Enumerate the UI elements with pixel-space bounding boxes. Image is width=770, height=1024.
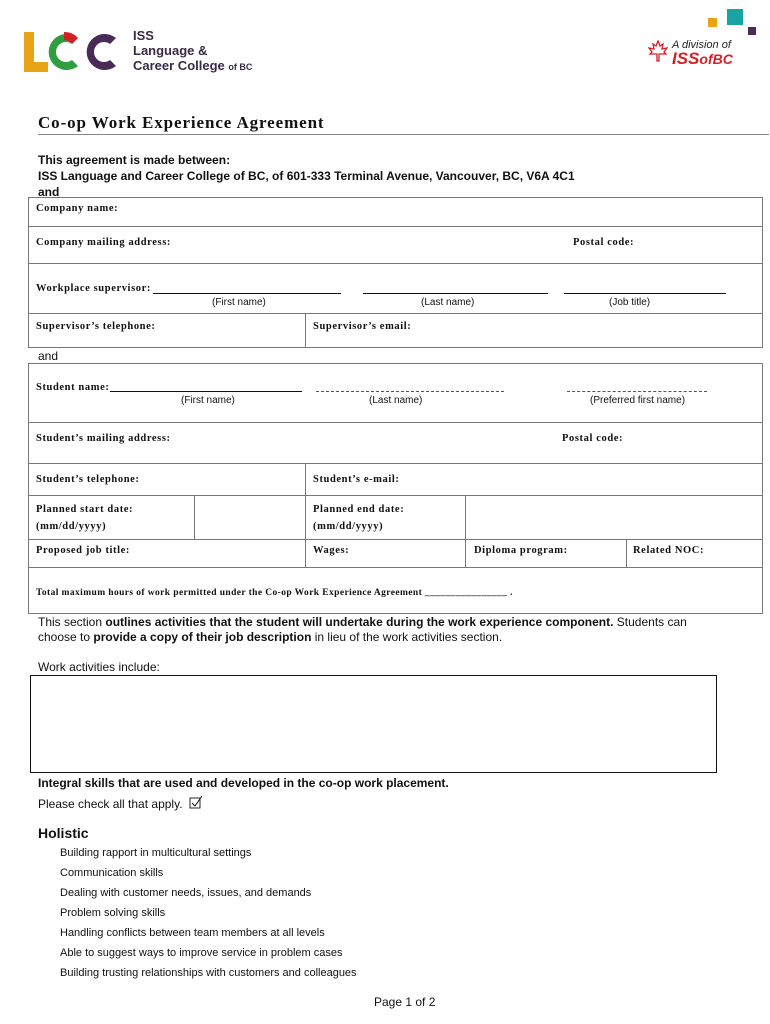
student-email-label: Student’s e-mail: [313,474,400,485]
end-date-format: (mm/dd/yyyy) [313,521,384,532]
lcc-logo-mark [20,28,120,74]
checkbox-check-icon [189,795,203,809]
student-last-name-caption: (Last name) [369,395,423,406]
section-p2-b: provide a copy of their job description [93,630,312,644]
student-col-divider [305,463,306,567]
skills-instruction [38,795,203,811]
section-p2-a: choose to [38,630,94,644]
division-logo [646,38,746,70]
section-p1-c: Students can [613,615,687,629]
work-activities-label: Work activities include: [38,660,160,674]
division-suffix: ofBC [699,51,733,67]
skill-item[interactable]: Problem solving skills [60,907,166,919]
start-date-label: Planned start date: [36,504,134,515]
work-activities-box[interactable] [30,675,717,773]
end-date-label: Planned end date: [313,504,405,515]
skill-item[interactable]: Able to suggest ways to improve service in problem cases [60,947,343,959]
total-hours-label: Total maximum hours of work permitted under the Co-op Work Experience Agreement ________________ . [36,588,513,598]
college-name [133,28,252,75]
diploma-label: Diploma program: [474,545,568,556]
student-row-divider [28,539,763,540]
student-row-divider [28,422,763,423]
decor-square-orange [708,18,717,27]
college-suffix: of BC [228,62,253,72]
college-line2: Language & [133,43,208,58]
student-col-divider [626,539,627,567]
page-title: Co-op Work Experience Agreement [38,113,325,132]
intro [38,152,575,200]
section-p1-a: This section [38,615,106,629]
student-preferred-name-field[interactable] [567,391,707,392]
holistic-heading: Holistic [38,825,89,841]
section-p2-c: in lieu of the work activities section. [311,630,503,644]
page-number: Page 1 of 2 [374,995,436,1009]
supervisor-telephone-label: Supervisor’s telephone: [36,321,156,332]
student-col-divider [465,495,466,567]
company-row-divider [28,313,763,314]
supervisor-label: Workplace supervisor: [36,283,151,294]
section-description [38,615,763,645]
decor-square-purple [748,27,756,35]
skills-instruction-text: Please check all that apply. [38,797,183,811]
company-row-divider [28,263,763,264]
skill-item[interactable]: Building trusting relationships with customers and colleagues [60,967,357,979]
supervisor-job-title-field[interactable] [564,293,726,294]
skill-item[interactable]: Handling conflicts between team members at all levels [60,927,325,939]
intro-line3: and [38,185,60,199]
skill-item[interactable]: Building rapport in multicultural settings [60,847,252,859]
student-col-divider [194,495,195,539]
skills-heading: Integral skills that are used and developed in the co-op work placement. [38,776,449,790]
company-postal-label: Postal code: [573,237,635,248]
student-row-divider [28,567,763,568]
skill-item[interactable]: Dealing with customer needs, issues, and demands [60,887,312,899]
supervisor-first-name-field[interactable] [153,293,341,294]
lcc-logo [20,28,120,74]
student-first-name-field[interactable] [110,391,302,392]
company-name-label: Company name: [36,203,119,214]
student-row-divider [28,495,763,496]
skill-item[interactable]: Communication skills [60,867,164,879]
decor-square-teal [727,9,743,25]
section-p1-b: outlines activities that the student will undertake during the work experience component. [105,615,614,629]
student-name-label: Student name: [36,382,110,393]
supervisor-email-label: Supervisor’s email: [313,321,412,332]
supervisor-job-title-caption: (Job title) [609,297,651,308]
division-brand: ISS [672,49,700,68]
company-address-label: Company mailing address: [36,237,171,248]
college-line1: ISS [133,28,154,43]
noc-label: Related NOC: [633,545,705,556]
company-col-divider [305,313,306,348]
student-row-divider [28,463,763,464]
supervisor-last-name-caption: (Last name) [421,297,475,308]
company-row-divider [28,226,763,227]
college-line3: Career College [133,58,225,73]
student-address-label: Student’s mailing address: [36,433,171,444]
maple-leaf-icon [648,40,668,62]
student-preferred-name-caption: (Preferred first name) [590,395,686,406]
wages-label: Wages: [313,545,350,556]
start-date-format: (mm/dd/yyyy) [36,521,107,532]
intro-line1: This agreement is made between: [38,153,231,167]
title-divider [38,134,769,135]
supervisor-last-name-field[interactable] [363,293,548,294]
job-title-label: Proposed job title: [36,545,131,556]
student-telephone-label: Student’s telephone: [36,474,140,485]
student-first-name-caption: (First name) [181,395,235,406]
student-last-name-field[interactable] [316,391,504,392]
intro-line2: ISS Language and Career College of BC, of 601-333 Terminal Avenue, Vancouver, BC, V6A 4C1 [38,169,575,183]
supervisor-first-name-caption: (First name) [212,297,266,308]
division-text: A division of [672,39,731,51]
student-postal-label: Postal code: [562,433,624,444]
and-label: and [38,349,59,363]
